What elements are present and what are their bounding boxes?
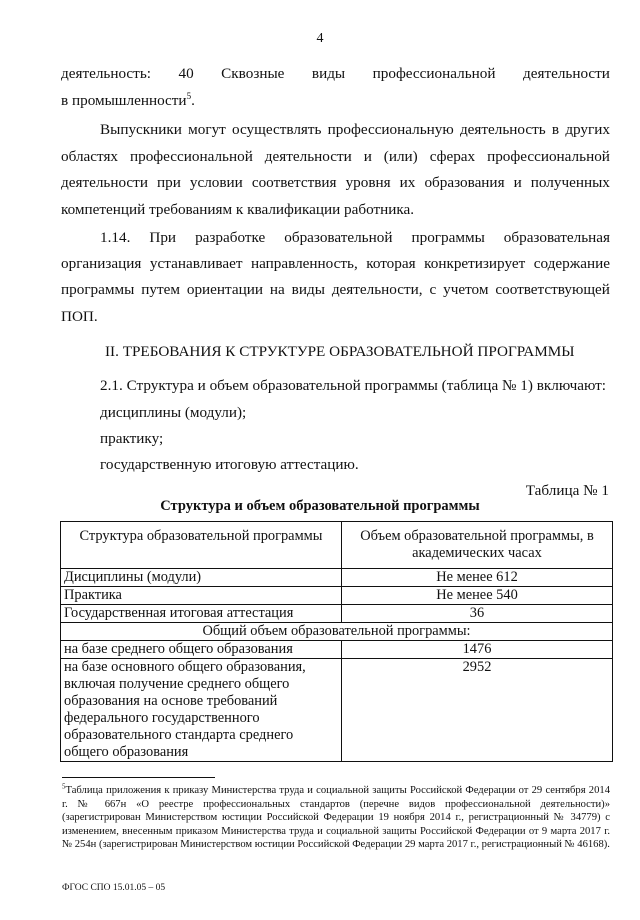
paragraph-1-line-2 (61, 91, 610, 111)
list-item-disciplines: дисциплины (модули); (100, 404, 247, 421)
row-value: 1476 (342, 641, 613, 659)
footnote-separator (62, 777, 215, 778)
section-2-1-text: 2.1. Структура и объем образовательной программы (таблица № 1) включают: (100, 377, 606, 394)
word: направленность, (250, 255, 358, 272)
word: которая (366, 255, 416, 272)
footnote-ref[interactable]: 5 (186, 90, 192, 101)
paragraph-3-line-3 (61, 280, 610, 300)
paragraph-2-line-2 (61, 147, 610, 167)
section-heading: II. ТРЕБОВАНИЯ К СТРУКТУРЕ ОБРАЗОВАТЕЛЬНОЙ ПРОГРАММЫ (105, 343, 575, 360)
table-row (61, 641, 613, 659)
row-value: 2952 (342, 659, 613, 762)
word: виды (291, 281, 325, 298)
word: содержание (533, 255, 610, 272)
table-header-structure: Структура образовательной программы (61, 522, 342, 569)
structure-table (60, 521, 613, 762)
word: учетом (443, 281, 489, 298)
word: программы (411, 229, 485, 246)
word: других (565, 121, 610, 138)
word: деятельности (522, 65, 610, 82)
table-header-row (61, 522, 613, 569)
word: условии (189, 174, 243, 191)
paragraph-2-line-1 (100, 120, 610, 140)
paragraph-3-line-2 (61, 254, 610, 274)
word: профессиональной (129, 148, 253, 165)
table-number: Таблица № 1 (525, 482, 609, 499)
word: образовательной (284, 229, 393, 246)
word: программы (61, 281, 135, 298)
row-label: Государственная итоговая аттестация (61, 605, 342, 623)
word: на (269, 281, 285, 298)
word: областях (61, 148, 119, 165)
row-label: на базе среднего общего образования (61, 641, 342, 659)
word: в (551, 121, 560, 138)
word: образовательная (503, 229, 610, 246)
table-row (61, 659, 613, 762)
total-volume-label: Общий объем образовательной программы: (61, 623, 613, 641)
word: 1.14. (100, 229, 131, 246)
table-total-header-row (61, 623, 613, 641)
word: деятельности (61, 174, 148, 191)
paragraph-1-line-1 (61, 64, 610, 84)
word: уровня (345, 174, 391, 191)
word: устанавливает (149, 255, 243, 272)
word: профессиональной (372, 65, 496, 82)
word: деятельность (459, 121, 546, 138)
word: соответствия (251, 174, 337, 191)
footnote (62, 784, 610, 852)
row-value: Не менее 612 (342, 569, 613, 587)
word: Сквозные (221, 65, 285, 82)
word: При (149, 229, 177, 246)
paragraph-2-line-3 (61, 173, 610, 193)
word: полученных (530, 174, 610, 191)
word: сферах (429, 148, 476, 165)
row-label: Дисциплины (модули) (61, 569, 342, 587)
word: профессиональной (487, 148, 610, 165)
word: могут (188, 121, 226, 138)
paragraph-1-end: . (191, 92, 195, 109)
word: деятельности (264, 148, 352, 165)
word: при (156, 174, 181, 191)
table-title: Структура и объем образовательной программы (160, 498, 480, 514)
row-label: Практика (61, 587, 342, 605)
word: (или) (383, 148, 418, 165)
word: ориентации (186, 281, 263, 298)
word: деятельности, (331, 281, 423, 298)
paragraph-3-line-4: ПОП. (61, 308, 98, 325)
list-item-practice: практику; (100, 430, 164, 447)
table-header-volume: Объем образовательной программы, в академических часах (342, 522, 613, 569)
list-item-attestation: государственную итоговую аттестацию. (100, 456, 359, 473)
word: образования (424, 174, 505, 191)
word: конкретизирует (424, 255, 526, 272)
table-row (61, 569, 613, 587)
word: осуществлять (232, 121, 322, 138)
paragraph-3-line-1 (100, 228, 610, 248)
word: путем (141, 281, 180, 298)
footnote-mark: 5 (62, 782, 66, 791)
word: профессиональную (327, 121, 454, 138)
word: их (399, 174, 416, 191)
word: соответствующей (495, 281, 610, 298)
paragraph-2-line-4: компетенций требованиям к квалификации работника. (61, 201, 415, 218)
word: Выпускники (100, 121, 182, 138)
word: организация (61, 255, 142, 272)
paragraph-1-text: в промышленности (61, 92, 187, 109)
row-value: 36 (342, 605, 613, 623)
word: виды (311, 65, 346, 82)
word: деятельность: (61, 65, 151, 82)
word: 40 (178, 65, 194, 82)
word: и (363, 148, 372, 165)
table-row (61, 605, 613, 623)
word: разработке (195, 229, 266, 246)
footnote-text: Таблица приложения к приказу Министерства труда и социальной защиты Российской Федерации от 29 сентября 2014 г. № 667н «О реестре профессиональных стандартов (перечне видов профессиональной деятельности)» (зарегистрирован Министерством юстиции Российской Федерации 19 ноября 2014 г., регистрационный № 34779) с изменением, внесенным приказом Министерства труда и социальной защиты Российской Федерации от 9 марта 2017 г. № 254н (зарегистрирован Министерством юстиции Российской Федерации 29 марта 2017 г., регистрационный № 46168). (62, 785, 610, 851)
word: и (513, 174, 522, 191)
row-label: на базе основного общего образования, включая получение среднего общего образования на основе требований федерального государственного образовательного стандарта среднего общего образования (61, 659, 342, 762)
page-number: 4 (316, 31, 324, 46)
word: с (429, 281, 437, 298)
document-footer: ФГОС СПО 15.01.05 – 05 (62, 883, 166, 893)
table-row (61, 587, 613, 605)
row-value: Не менее 540 (342, 587, 613, 605)
